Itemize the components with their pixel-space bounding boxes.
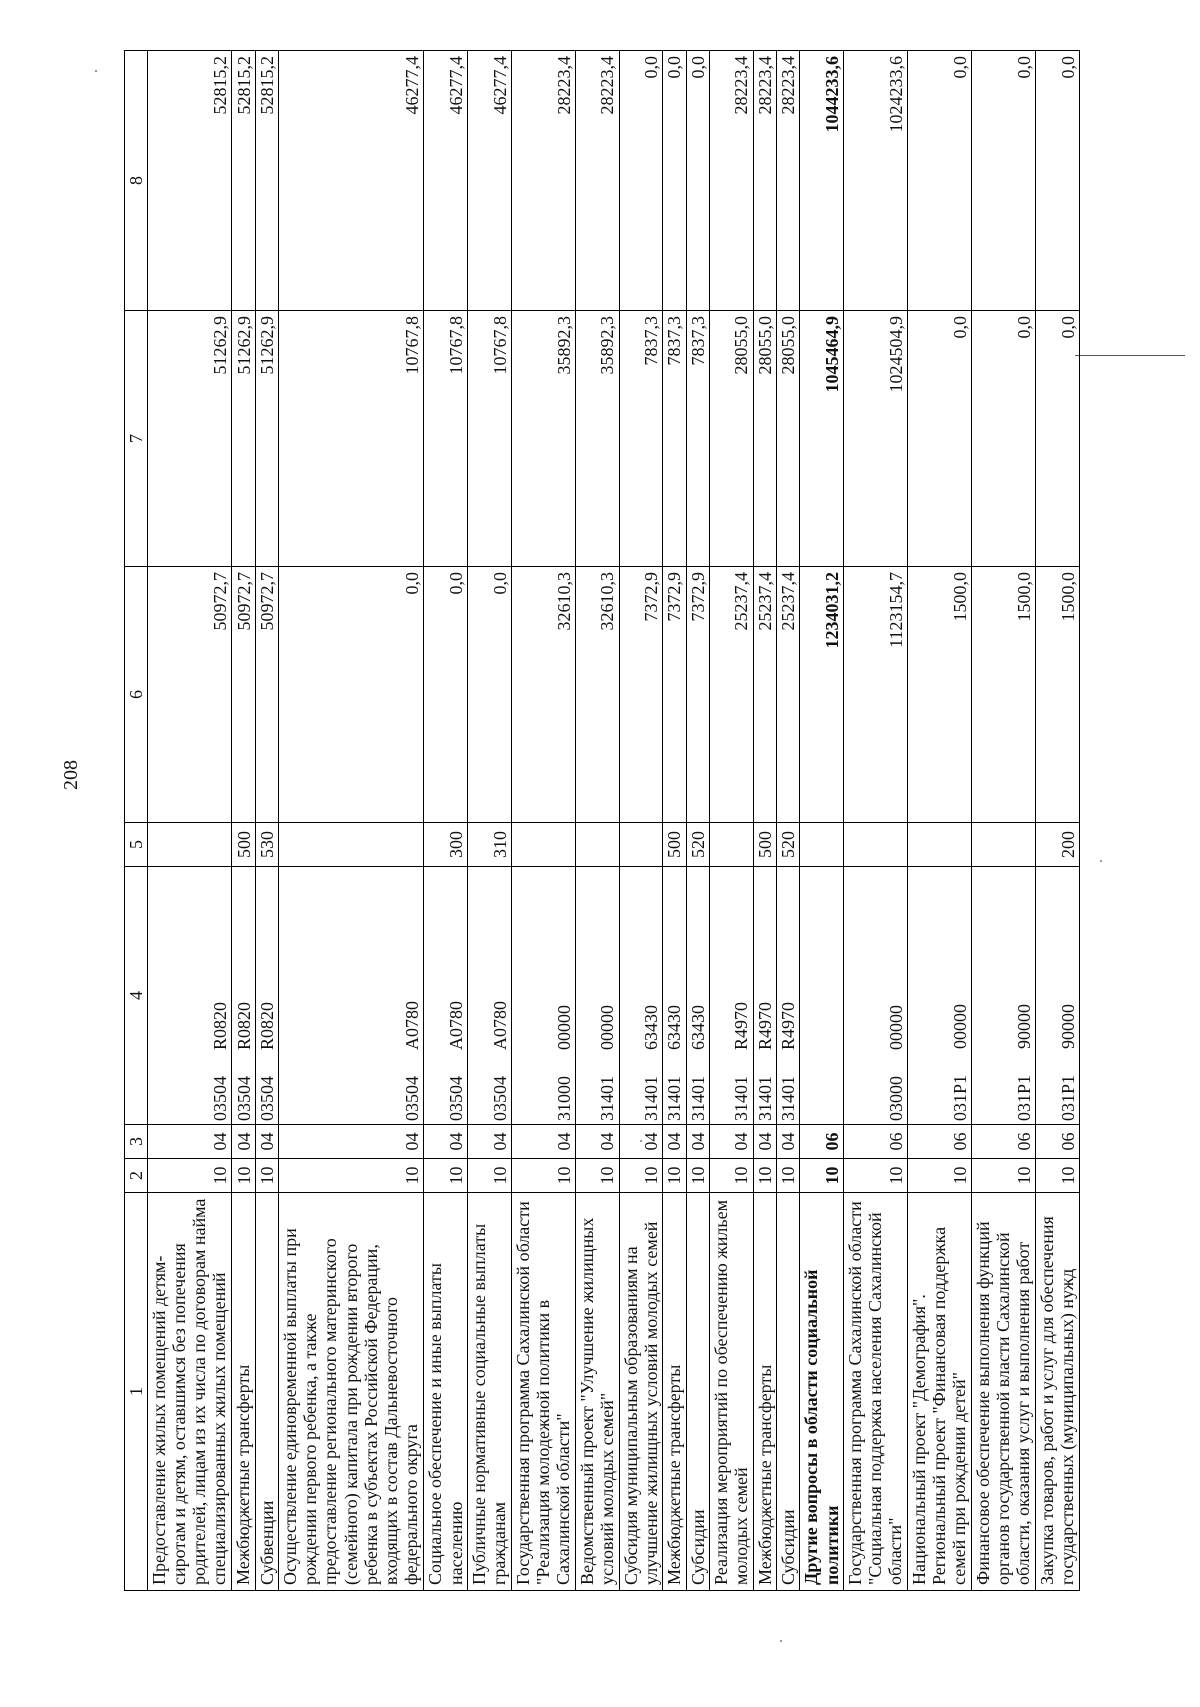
target-article-direction: R0820 — [233, 1001, 254, 1050]
target-article-direction: R0820 — [256, 1001, 277, 1050]
expense-type-cell — [279, 823, 424, 867]
section-code-cell: 10 — [424, 1159, 468, 1193]
expense-type-cell: 520 — [686, 823, 709, 867]
scan-speck — [95, 70, 97, 72]
table-row — [255, 51, 278, 1591]
amount-col8-cell: 46277,4 — [279, 51, 424, 311]
target-article-program: 03504 — [233, 1076, 254, 1121]
amount-col6-cell: 50972,7 — [232, 567, 255, 823]
subsection-code-cell: 04 — [686, 1125, 709, 1159]
expense-type-cell: 500 — [663, 823, 686, 867]
amount-col6-cell: 1500,0 — [908, 567, 972, 823]
target-article-cell — [511, 867, 575, 1125]
table-row — [972, 51, 1036, 1591]
amount-col7-cell: 28055,0 — [777, 311, 800, 567]
rotated-table-container — [124, 51, 1080, 1591]
row-name-cell: Другие вопросы в области социальной политики — [800, 1193, 844, 1591]
target-article-cell — [663, 867, 686, 1125]
amount-col8-cell: 46277,4 — [468, 51, 512, 311]
target-article-direction: R0820 — [210, 1001, 231, 1050]
row-name-cell: Осуществление единовременной выплаты при рождении первого ребенка, а также предоставление регионального материнского (семейного) капитала при рождении второго ребенка в субъектах Российской Федерации, входящих в состав Дальневосточного федерального округа — [279, 1193, 424, 1591]
expense-type-cell — [709, 823, 753, 867]
target-article-program: 031P1 — [949, 1074, 970, 1121]
amount-col7-cell: 7837,3 — [619, 311, 663, 567]
target-article-cell — [1036, 867, 1080, 1125]
target-article-cell — [575, 867, 619, 1125]
amount-col6-cell: 1500,0 — [1036, 567, 1080, 823]
amount-col8-cell: 0,0 — [663, 51, 686, 311]
target-article-cell — [468, 867, 512, 1125]
target-article-cell — [753, 867, 776, 1125]
expense-type-cell: 300 — [424, 823, 468, 867]
amount-col8-cell: 0,0 — [908, 51, 972, 311]
section-code-cell: 10 — [972, 1159, 1036, 1193]
target-article-cell — [908, 867, 972, 1125]
target-article-program: 31401 — [664, 1076, 685, 1121]
section-code-cell: 10 — [753, 1159, 776, 1193]
row-name-cell: Публичные нормативные социальные выплаты гражданам — [468, 1193, 512, 1591]
row-name-cell: Субсидии — [777, 1193, 800, 1591]
target-article-cell — [232, 867, 255, 1125]
column-header: 3 — [125, 1125, 148, 1159]
section-code-cell: 10 — [663, 1159, 686, 1193]
amount-col8-cell: 0,0 — [972, 51, 1036, 311]
target-article-program: 31401 — [641, 1076, 662, 1121]
expense-type-cell — [908, 823, 972, 867]
column-header: 7 — [125, 311, 148, 567]
table-body — [148, 51, 1080, 1591]
subsection-code-cell: 04 — [279, 1125, 424, 1159]
target-article-cell — [279, 867, 424, 1125]
amount-col6-cell: 1234031,2 — [800, 567, 844, 823]
target-article-direction: 00000 — [885, 1005, 906, 1050]
amount-col8-cell: 28223,4 — [709, 51, 753, 311]
column-header: 5 — [125, 823, 148, 867]
target-article-program: 03000 — [885, 1076, 906, 1121]
target-article-program: 03504 — [489, 1076, 510, 1121]
amount-col6-cell: 25237,4 — [777, 567, 800, 823]
amount-col6-cell: 7372,9 — [686, 567, 709, 823]
target-article-program: 03504 — [210, 1076, 231, 1121]
amount-col8-cell: 0,0 — [686, 51, 709, 311]
amount-col8-cell: 28223,4 — [575, 51, 619, 311]
amount-col6-cell: 0,0 — [279, 567, 424, 823]
table-row — [279, 51, 424, 1591]
target-article-cell — [800, 867, 844, 1125]
subsection-code-cell: 04 — [511, 1125, 575, 1159]
subsection-code-cell: 06 — [844, 1125, 908, 1159]
section-code-cell: 10 — [575, 1159, 619, 1193]
target-article-direction: 90000 — [1057, 1003, 1078, 1049]
target-article-program: 03504 — [402, 1076, 423, 1121]
row-name-cell: Субвенции — [255, 1193, 278, 1591]
subsection-code-cell: 04 — [753, 1125, 776, 1159]
amount-col7-cell: 10767,8 — [424, 311, 468, 567]
subsection-code-cell: 04 — [232, 1125, 255, 1159]
amount-col7-cell: 28055,0 — [709, 311, 753, 567]
amount-col6-cell: 25237,4 — [753, 567, 776, 823]
target-article-program: 31401 — [731, 1076, 752, 1121]
target-article-cell — [424, 867, 468, 1125]
column-header: 2 — [125, 1159, 148, 1193]
subsection-code-cell: 04 — [663, 1125, 686, 1159]
section-code-cell: 10 — [908, 1159, 972, 1193]
row-name-cell: Субсидия муниципальным образованиям на улучшение жилищных условий молодых семей — [619, 1193, 663, 1591]
amount-col7-cell: 0,0 — [972, 311, 1036, 567]
target-article-program: 31401 — [754, 1076, 775, 1121]
section-code-cell: 10 — [619, 1159, 663, 1193]
target-article-cell — [709, 867, 753, 1125]
row-name-cell: Финансовое обеспечение выполнения функций органов государственной власти Сахалинской области, оказания услуг и выполнения работ — [972, 1193, 1036, 1591]
scan-speck — [1100, 860, 1102, 862]
amount-col7-cell: 7837,3 — [686, 311, 709, 567]
amount-col7-cell: 51262,9 — [148, 311, 232, 567]
expense-type-cell — [511, 823, 575, 867]
row-name-cell: Субсидии — [686, 1193, 709, 1591]
amount-col7-cell: 35892,3 — [511, 311, 575, 567]
expense-type-cell: 530 — [255, 823, 278, 867]
section-code-cell: 10 — [1036, 1159, 1080, 1193]
section-code-cell: 10 — [148, 1159, 232, 1193]
section-code-cell: 10 — [686, 1159, 709, 1193]
amount-col7-cell: 51262,9 — [255, 311, 278, 567]
subsection-code-cell: 04 — [619, 1125, 663, 1159]
subsection-code-cell: 06 — [1036, 1125, 1080, 1159]
amount-col8-cell: 28223,4 — [777, 51, 800, 311]
amount-col7-cell: 0,0 — [908, 311, 972, 567]
target-article-program: 031P1 — [1057, 1074, 1078, 1121]
amount-col8-cell: 28223,4 — [753, 51, 776, 311]
target-article-direction: A0780 — [445, 1001, 466, 1050]
table-row — [663, 51, 686, 1591]
table-row — [908, 51, 972, 1591]
section-code-cell: 10 — [279, 1159, 424, 1193]
amount-col6-cell: 0,0 — [468, 567, 512, 823]
column-number-header — [125, 51, 148, 1591]
column-header: 6 — [125, 567, 148, 823]
target-article-cell — [844, 867, 908, 1125]
table-row — [424, 51, 468, 1591]
expense-type-cell — [148, 823, 232, 867]
amount-col6-cell: 7372,9 — [663, 567, 686, 823]
subsection-code-cell: 04 — [424, 1125, 468, 1159]
row-name-cell: Ведомственный проект "Улучшение жилищных условий молодых семей" — [575, 1193, 619, 1591]
amount-col8-cell: 28223,4 — [511, 51, 575, 311]
amount-col7-cell: 35892,3 — [575, 311, 619, 567]
expense-type-cell — [575, 823, 619, 867]
amount-col8-cell: 0,0 — [619, 51, 663, 311]
amount-col8-cell: 52815,2 — [255, 51, 278, 311]
amount-col8-cell: 1044233,6 — [800, 51, 844, 311]
section-code-cell: 10 — [232, 1159, 255, 1193]
amount-col6-cell: 0,0 — [424, 567, 468, 823]
section-code-cell: 10 — [844, 1159, 908, 1193]
row-name-cell: Национальный проект "Демография". Региональный проект "Финансовая поддержка семей при рождении детей" — [908, 1193, 972, 1591]
section-code-cell: 10 — [468, 1159, 512, 1193]
amount-col7-cell: 51262,9 — [232, 311, 255, 567]
scan-speck — [780, 1640, 782, 1642]
amount-col6-cell: 50972,7 — [255, 567, 278, 823]
amount-col7-cell: 1024504,9 — [844, 311, 908, 567]
table-row — [575, 51, 619, 1591]
row-name-cell: Предоставление жилых помещений детям-сиротам и детям, оставшимся без попечения родителей, лицам из их числа по договорам найма специализированных жилых помещений — [148, 1193, 232, 1591]
target-article-program: 31401 — [778, 1076, 799, 1121]
row-name-cell: Закупка товаров, работ и услуг для обеспечения государственных (муниципальных) нужд — [1036, 1193, 1080, 1591]
table-row — [468, 51, 512, 1591]
amount-col6-cell: 50972,7 — [148, 567, 232, 823]
row-name-cell: Реализация мероприятий по обеспечению жильем молодых семей — [709, 1193, 753, 1591]
amount-col7-cell: 1045464,9 — [800, 311, 844, 567]
subsection-code-cell: 04 — [255, 1125, 278, 1159]
expense-type-cell: 500 — [232, 823, 255, 867]
table-row — [1036, 51, 1080, 1591]
target-article-direction: 63430 — [641, 1005, 662, 1050]
target-article-cell — [255, 867, 278, 1125]
subsection-code-cell: 06 — [972, 1125, 1036, 1159]
table-row — [844, 51, 908, 1591]
amount-col7-cell: 10767,8 — [279, 311, 424, 567]
amount-col6-cell: 1500,0 — [972, 567, 1036, 823]
subsection-code-cell: 04 — [777, 1125, 800, 1159]
subsection-code-cell: 04 — [468, 1125, 512, 1159]
amount-col8-cell: 52815,2 — [232, 51, 255, 311]
target-article-program: 31401 — [687, 1076, 708, 1121]
target-article-program: 03504 — [256, 1076, 277, 1121]
amount-col8-cell: 0,0 — [1036, 51, 1080, 311]
table-row — [232, 51, 255, 1591]
row-name-cell: Межбюджетные трансферты — [232, 1193, 255, 1591]
target-article-direction: 00000 — [949, 1003, 970, 1049]
amount-col7-cell: 0,0 — [1036, 311, 1080, 567]
target-article-direction: R4970 — [754, 1001, 775, 1050]
amount-col7-cell: 10767,8 — [468, 311, 512, 567]
target-article-direction: 90000 — [1013, 1003, 1034, 1049]
subsection-code-cell: 04 — [575, 1125, 619, 1159]
subsection-code-cell: 04 — [709, 1125, 753, 1159]
expense-type-cell: 500 — [753, 823, 776, 867]
target-article-cell — [619, 867, 663, 1125]
target-article-cell — [972, 867, 1036, 1125]
table-row — [753, 51, 776, 1591]
section-code-cell: 10 — [255, 1159, 278, 1193]
table-row — [777, 51, 800, 1591]
target-article-direction: 63430 — [664, 1005, 685, 1050]
table-row — [686, 51, 709, 1591]
target-article-cell — [148, 867, 232, 1125]
amount-col6-cell: 7372,9 — [619, 567, 663, 823]
subsection-code-cell: 04 — [148, 1125, 232, 1159]
target-article-direction: A0780 — [489, 1001, 510, 1050]
column-header: 1 — [125, 1193, 148, 1591]
amount-col6-cell: 32610,3 — [511, 567, 575, 823]
section-code-cell: 10 — [777, 1159, 800, 1193]
expense-type-cell — [844, 823, 908, 867]
table-row — [619, 51, 663, 1591]
target-article-cell — [686, 867, 709, 1125]
expense-type-cell: 200 — [1036, 823, 1080, 867]
scan-margin-line — [1075, 355, 1185, 356]
target-article-program: 31401 — [597, 1076, 618, 1121]
section-code-cell: 10 — [709, 1159, 753, 1193]
amount-col8-cell: 52815,2 — [148, 51, 232, 311]
expense-type-cell — [800, 823, 844, 867]
target-article-direction: R4970 — [778, 1001, 799, 1050]
row-name-cell: Социальное обеспечение и иные выплаты населению — [424, 1193, 468, 1591]
table-row — [511, 51, 575, 1591]
row-name-cell: Государственная программа Сахалинской области "Реализация молодежной политики в Сахалинской области" — [511, 1193, 575, 1591]
table-row — [709, 51, 753, 1591]
row-name-cell: Межбюджетные трансферты — [663, 1193, 686, 1591]
amount-col6-cell: 32610,3 — [575, 567, 619, 823]
expense-type-cell — [619, 823, 663, 867]
subsection-code-cell: 06 — [800, 1125, 844, 1159]
budget-table — [124, 50, 1080, 1591]
target-article-program: 31000 — [553, 1076, 574, 1121]
row-name-cell: Государственная программа Сахалинской области "Социальная поддержка населения Сахалинской области" — [844, 1193, 908, 1591]
page-number: 208 — [60, 760, 82, 790]
target-article-direction: 63430 — [687, 1005, 708, 1050]
table-row — [800, 51, 844, 1591]
table-row — [148, 51, 232, 1591]
target-article-program: 03504 — [445, 1076, 466, 1121]
expense-type-cell: 520 — [777, 823, 800, 867]
row-name-cell: Межбюджетные трансферты — [753, 1193, 776, 1591]
target-article-direction: 00000 — [597, 1005, 618, 1050]
target-article-cell — [777, 867, 800, 1125]
subsection-code-cell: 06 — [908, 1125, 972, 1159]
section-code-cell: 10 — [800, 1159, 844, 1193]
section-code-cell: 10 — [511, 1159, 575, 1193]
amount-col8-cell: 1024233,6 — [844, 51, 908, 311]
target-article-direction: 00000 — [553, 1005, 574, 1050]
amount-col6-cell: 25237,4 — [709, 567, 753, 823]
expense-type-cell — [972, 823, 1036, 867]
target-article-direction: R4970 — [731, 1001, 752, 1050]
target-article-direction: A0780 — [402, 1001, 423, 1050]
amount-col7-cell: 28055,0 — [753, 311, 776, 567]
amount-col8-cell: 46277,4 — [424, 51, 468, 311]
column-header: 8 — [125, 51, 148, 311]
target-article-program: 031P1 — [1013, 1074, 1034, 1121]
column-header: 4 — [125, 867, 148, 1125]
expense-type-cell: 310 — [468, 823, 512, 867]
amount-col7-cell: 7837,3 — [663, 311, 686, 567]
amount-col6-cell: 1123154,7 — [844, 567, 908, 823]
